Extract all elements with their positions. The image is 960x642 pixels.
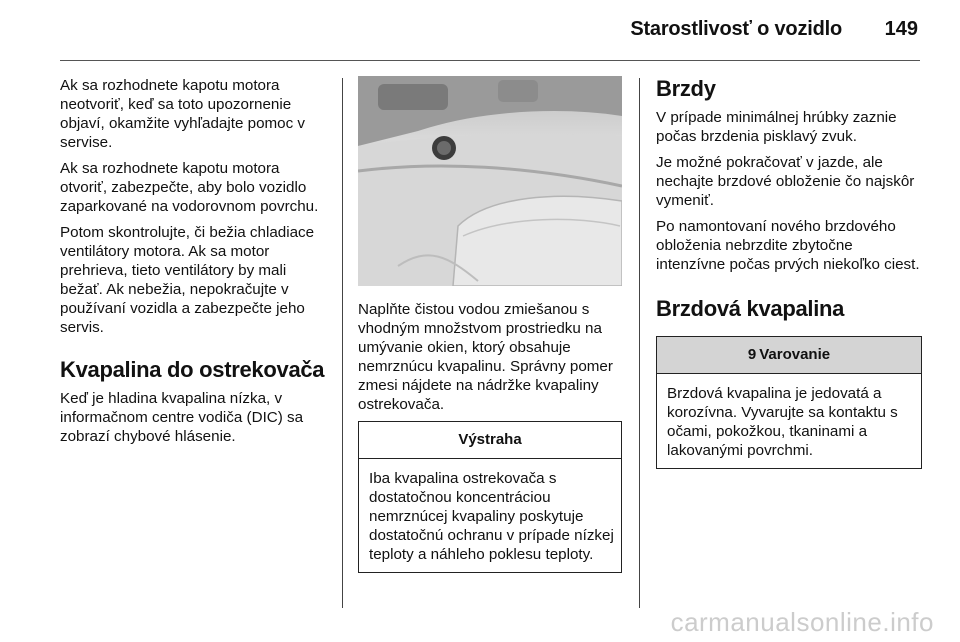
section-heading: Brzdy (656, 76, 716, 101)
caution-box (358, 421, 622, 573)
caution-title: Výstraha (359, 422, 621, 459)
watermark: carmanualsonline.info (670, 607, 934, 637)
engine-bay-illustration (358, 76, 622, 286)
paragraph: Naplňte čistou vodou zmiešanou s vhodným množstvom prostriedku na umývanie okien, ktorý obsahuje nemrznúcu kvapalinu. Správny pomer zmesi nájdete na nádržke kvapaliny ostrekovača. (358, 301, 613, 413)
paragraph: Ak sa rozhodnete kapotu motora otvoriť, zabezpečte, aby bolo vozidlo zaparkované na vodorovnom povrchu. (60, 160, 319, 215)
column-divider-1 (342, 78, 343, 608)
paragraph: Po namontovaní nového brzdového obloženia nebrzdite zbytočne intenzívne počas prvých niekoľko ciest. (656, 218, 920, 273)
header-divider (60, 60, 920, 61)
paragraph: Je možné pokračovať v jazde, ale nechajte brzdové obloženie čo najskôr vymeniť. (656, 154, 915, 209)
section-heading: Kvapalina do ostrekovača (60, 357, 325, 382)
warning-text: Brzdová kvapalina je jedovatá a korozívna. Vyvarujte sa kontaktu s očami, pokožkou, tkaninami a lakovanými povrchmi. (667, 385, 898, 459)
column-left (60, 76, 328, 453)
column-right (656, 76, 922, 469)
paragraph: Ak sa rozhodnete kapotu motora neotvoriť, keď sa toto upozornenie objaví, okamžite vyhľadajte pomoc v servise. (60, 77, 306, 151)
column-middle (358, 76, 622, 573)
section-title: Starostlivosť o vozidlo (630, 18, 842, 40)
warning-header (657, 337, 921, 374)
warning-body (657, 374, 921, 468)
section-heading: Brzdová kvapalina (656, 296, 845, 321)
warning-title: Varovanie (759, 346, 831, 363)
warning-box (656, 336, 922, 469)
caution-body (359, 459, 621, 572)
engine-bay-photo (358, 76, 622, 286)
paragraph: Potom skontrolujte, či bežia chladiace ventilátory motora. Ak sa motor prehrieva, tieto ventilátory by mali bežať. Ak nebežia, nepokračujte v používaní vozidla a zabezpečte jeho servis. (60, 224, 315, 336)
column-divider-2 (639, 78, 640, 608)
paragraph: V prípade minimálnej hrúbky zaznie počas brzdenia pisklavý zvuk. (656, 109, 897, 145)
page-number: 149 (884, 18, 918, 40)
warning-icon: 9 (747, 346, 757, 363)
paragraph: Keď je hladina kvapalina nízka, v informačnom centre vodiča (DIC) sa zobrazí chybové hlásenie. (60, 390, 304, 445)
caution-text: Iba kvapalina ostrekovača s dostatočnou koncentráciou nemrznúcej kvapaliny poskytuje dostatočnú ochranu v prípade nízkej teploty a náhleho poklesu teploty. (369, 470, 614, 563)
